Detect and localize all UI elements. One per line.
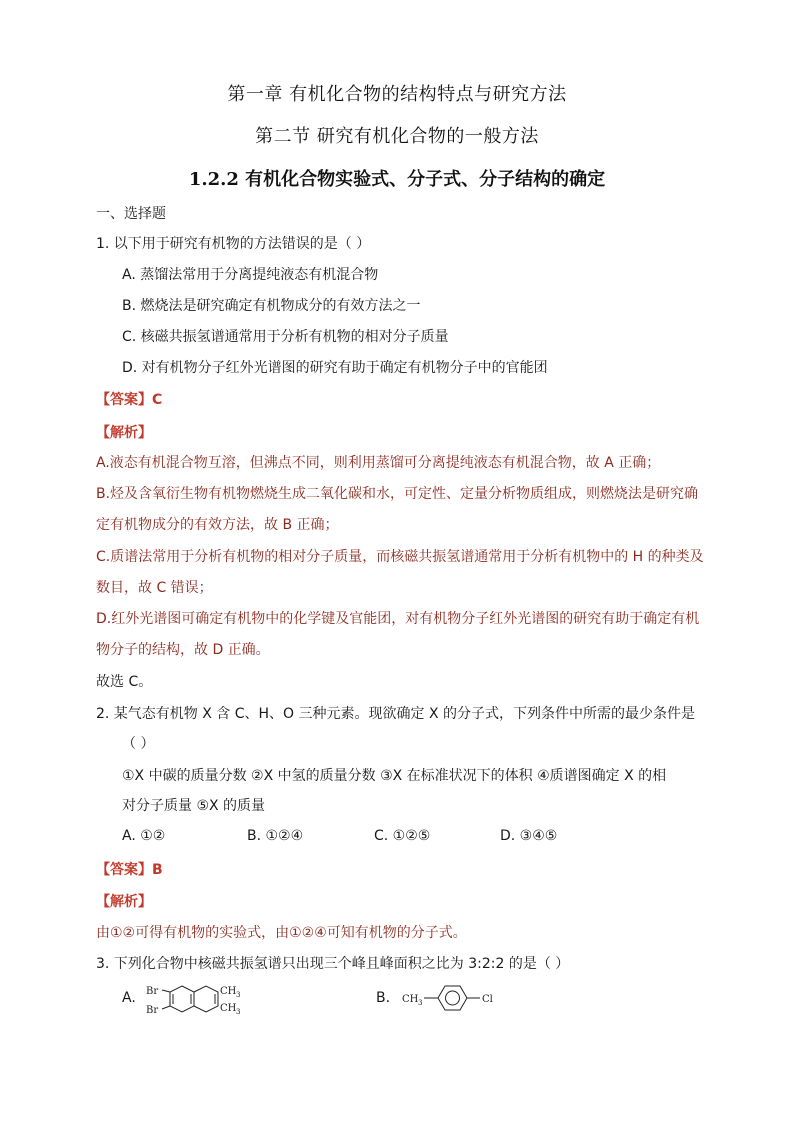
q2-stem: 2. 某气态有机物 X 含 C、H、O 三种元素。现欲确定 X 的分子式，下列条件中所需的最少条件是 bbox=[96, 706, 696, 722]
q1-analysis-line: 定有机物成分的有效方法，故 B 正确； bbox=[96, 517, 339, 533]
q3-stem: 3. 下列化合物中核磁共振氢谱只出现三个峰且峰面积之比为 3:2:2 的是（ ） bbox=[96, 956, 570, 972]
ch-label: CH bbox=[402, 994, 419, 1005]
br-label: Br bbox=[146, 986, 159, 997]
q1-analysis-line: D.红外光谱图可确定有机物中的化学键及官能团，对有机物分子红外光谱图的研究有助于确定有机 bbox=[96, 611, 700, 627]
q3-option-a-label: A. bbox=[122, 990, 136, 1006]
br-label: Br bbox=[146, 1005, 159, 1016]
subscript-label: 3 bbox=[418, 999, 423, 1007]
q1-option-d: D. 对有机物分子红外光谱图的研究有助于确定有机物分子中的官能团 bbox=[122, 360, 548, 376]
q1-analysis-line: 物分子的结构，故 D 正确。 bbox=[96, 642, 270, 658]
ch-label: CH bbox=[220, 1003, 237, 1014]
q2-option-c: C. ①②⑤ bbox=[374, 828, 431, 844]
q2-option-d: D. ③④⑤ bbox=[500, 828, 558, 844]
q1-analysis-line: B.烃及含氧衍生物有机物燃烧生成二氧化碳和水，可定性、定量分析物质组成，则燃烧法是研究确 bbox=[96, 486, 699, 502]
subscript-label: 3 bbox=[236, 1008, 241, 1016]
q1-analysis-line: C.质谱法常用于分析有机物的相对分子质量，而核磁共振氢谱通常用于分析有机物中的 H 的种类及 bbox=[96, 549, 704, 565]
chapter-title: 第一章 有机化合物的结构特点与研究方法 bbox=[227, 84, 567, 105]
section-label: 一、选择题 bbox=[96, 206, 166, 222]
q1-stem: 1. 以下用于研究有机物的方法错误的是（ ） bbox=[96, 236, 371, 252]
subscript-label: 3 bbox=[236, 991, 241, 999]
q1-option-c: C. 核磁共振氢谱通常用于分析有机物的相对分子质量 bbox=[122, 329, 449, 345]
q1-analysis-label: 【解析】 bbox=[96, 425, 152, 441]
q2-conditions: ①X 中碳的质量分数 ②X 中氢的质量分数 ③X 在标准状况下的体积 ④质谱图确定 X 的相 bbox=[122, 768, 667, 784]
q1-option-a: A. 蒸馏法常用于分离提纯液态有机混合物 bbox=[122, 267, 379, 283]
q1-answer: 【答案】C bbox=[96, 392, 163, 408]
q2-answer: 【答案】B bbox=[96, 862, 163, 878]
section-title: 第二节 研究有机化合物的一般方法 bbox=[255, 126, 539, 147]
q2-analysis: 由①②可得有机物的实验式，由①②④可知有机物的分子式。 bbox=[96, 925, 467, 941]
q3-option-b-structure bbox=[400, 982, 510, 1014]
q2-conditions: 对分子质量 ⑤X 的质量 bbox=[122, 798, 266, 814]
q2-option-b: B. ①②④ bbox=[247, 828, 304, 844]
q1-analysis-line: 数目，故 C 错误； bbox=[96, 580, 213, 596]
cl-label: Cl bbox=[482, 994, 493, 1005]
q3-option-a-structure bbox=[144, 980, 244, 1022]
ch-label: CH bbox=[220, 986, 237, 997]
q1-conclusion: 故选 C。 bbox=[96, 674, 153, 690]
q2-stem-bracket: （ ） bbox=[122, 736, 155, 752]
q2-analysis-label: 【解析】 bbox=[96, 894, 152, 910]
q2-option-a: A. ①② bbox=[122, 828, 166, 844]
q1-option-b: B. 燃烧法是研究确定有机物成分的有效方法之一 bbox=[122, 298, 421, 314]
lesson-title: 1.2.2 有机化合物实验式、分子式、分子结构的确定 bbox=[188, 169, 606, 190]
q1-analysis-line: A.液态有机混合物互溶，但沸点不同，则利用蒸馏可分离提纯液态有机混合物，故 A 正确； bbox=[96, 455, 661, 471]
q3-option-b-label: B. bbox=[376, 990, 391, 1006]
